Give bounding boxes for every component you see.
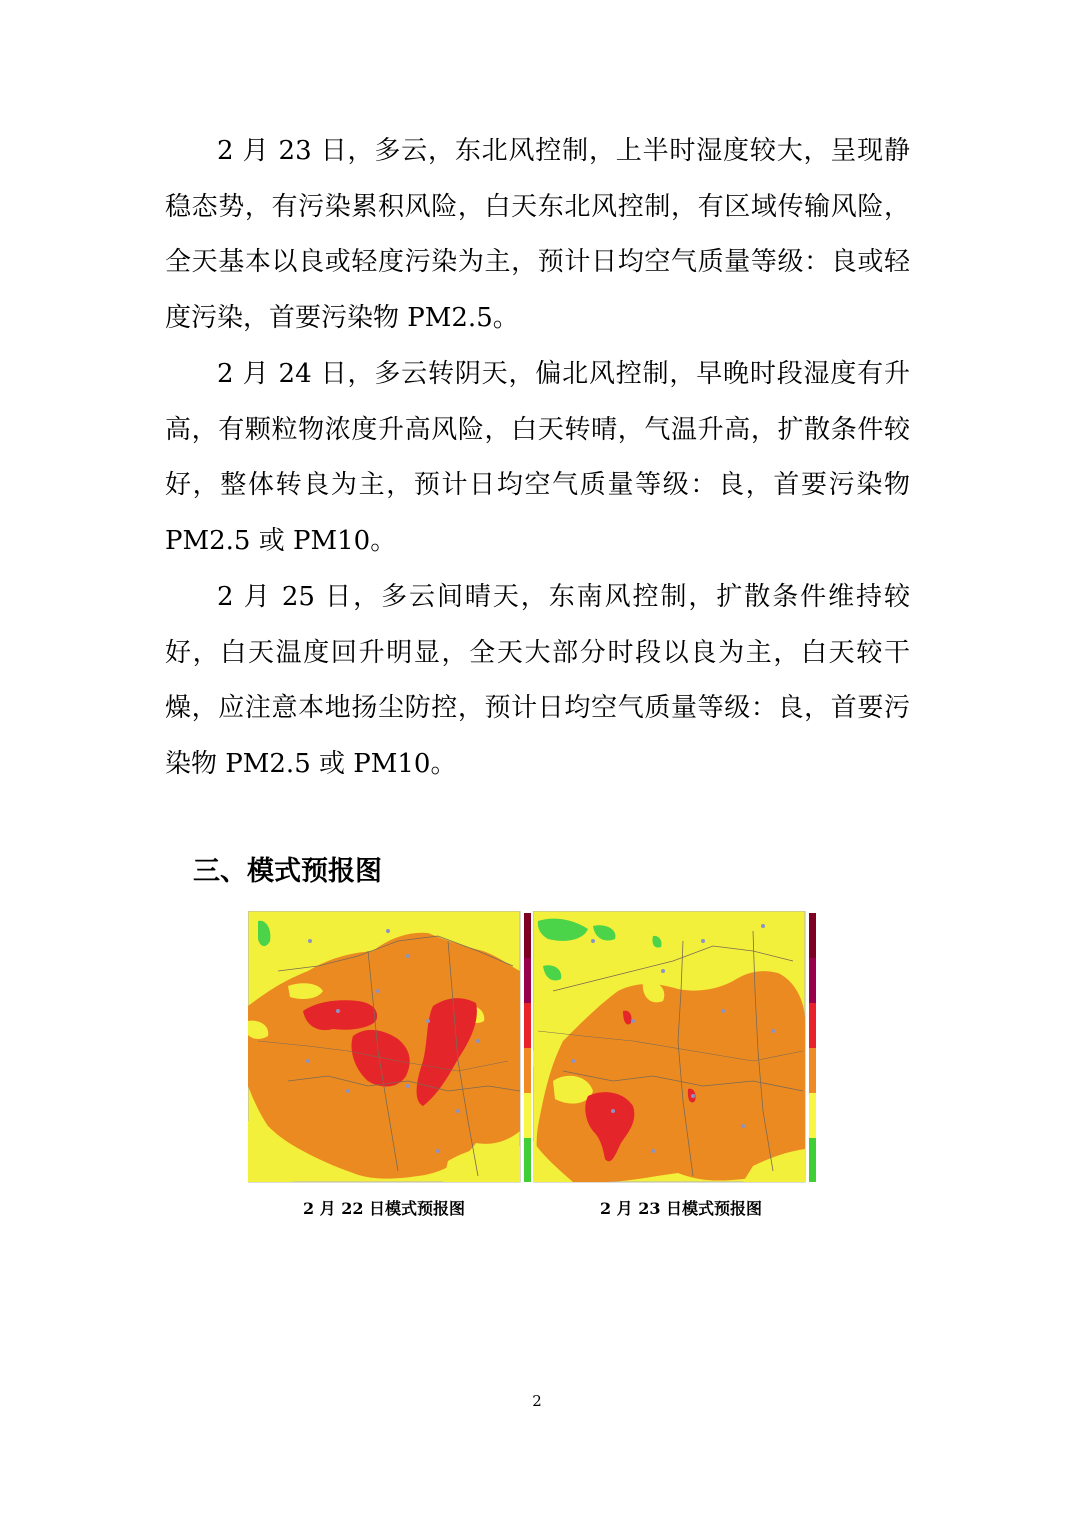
forecast-map-feb-23-image — [533, 911, 821, 1184]
paragraph-feb-25: 2 月 25 日，多云间晴天，东南风控制，扩散条件维持较好，白天温度回升明显，全天大部分时段以良为主，白天较干燥，应注意本地扬尘防控，预计日均空气质量等级：良，首要污染物 PM2.5 或 PM10。 — [165, 582, 910, 779]
figure-caption-feb-22: 2 月 22 日模式预报图 — [302, 1199, 466, 1218]
forecast-map-feb-22 — [248, 911, 536, 1184]
paragraph-feb-24: 2 月 24 日，多云转阴天，偏北风控制，早晚时段湿度有升高，有颗粒物浓度升高风险，白天转晴，气温升高，扩散条件较好，整体转良为主，预计日均空气质量等级：良，首要污染物 PM2.5 或 PM10。 — [165, 359, 910, 556]
forecast-map-feb-23 — [533, 911, 821, 1184]
page-number: 2 — [532, 1392, 542, 1410]
figure-caption-feb-23: 2 月 23 日模式预报图 — [599, 1199, 763, 1218]
section-heading: 三、模式预报图 — [193, 856, 382, 887]
forecast-map-feb-22-image — [248, 911, 536, 1184]
paragraph-feb-23: 2 月 23 日，多云，东北风控制，上半时湿度较大，呈现静稳态势，有污染累积风险，白天东北风控制，有区域传输风险，全天基本以良或轻度污染为主，预计日均空气质量等级：良或轻度污染，首要污染物 PM2.5。 — [165, 136, 910, 333]
